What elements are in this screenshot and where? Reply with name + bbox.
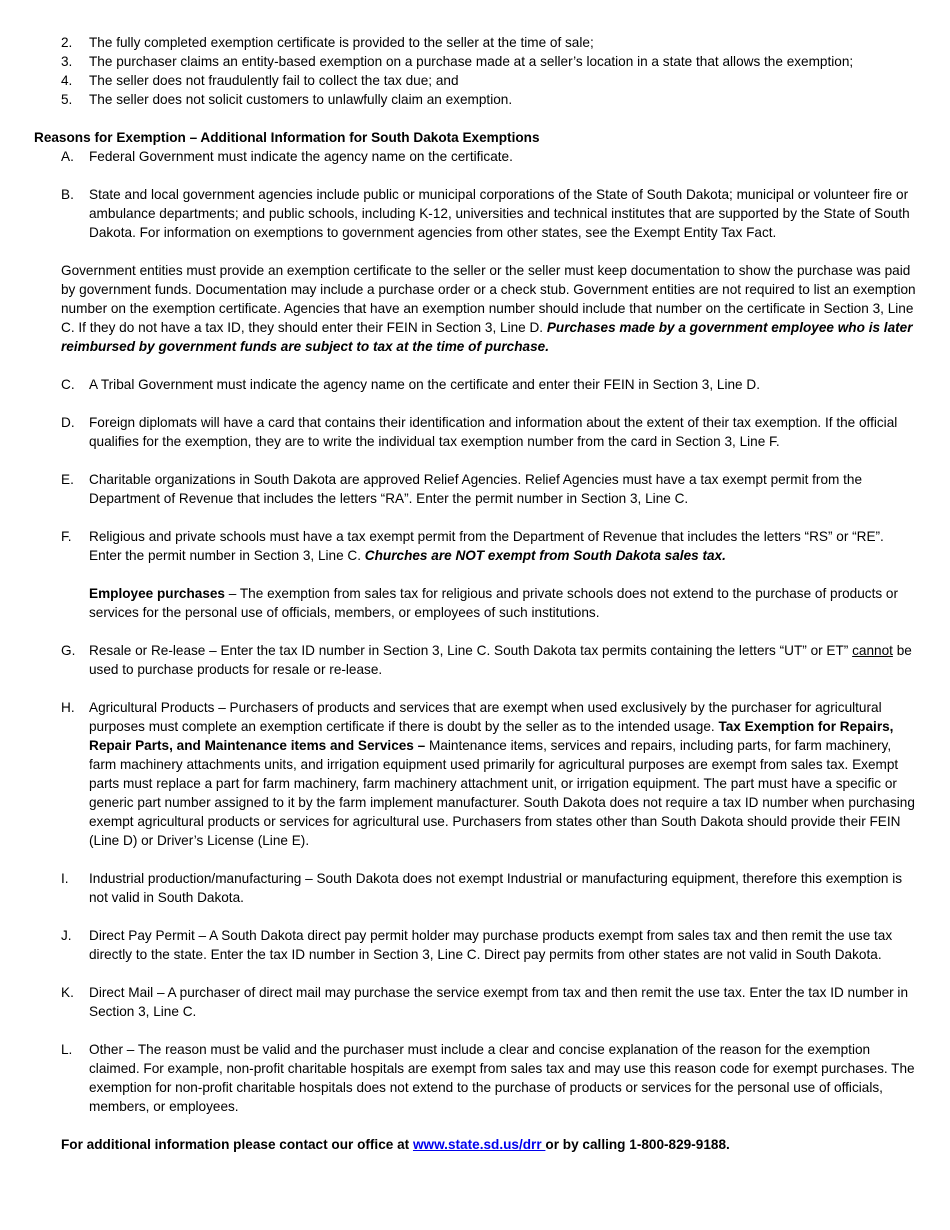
list-text: The seller does not fraudulently fail to collect the tax due; and: [89, 73, 459, 88]
government-paragraph: [61, 261, 921, 356]
reason-bold: Tax Exemption for Repairs, Repair Parts, and Maintenance items and Services –: [89, 719, 894, 753]
reason-letter: H.: [61, 700, 75, 715]
reason-letter: C.: [61, 377, 75, 392]
reason-text-after: be used to purchase products for resale or re-lease.: [89, 643, 912, 677]
paragraph-emphasis: Purchases made by a government employee who is later reimbursed by government funds are subject to tax at the time of purchase.: [61, 320, 913, 354]
reason-letter: I.: [61, 871, 69, 886]
reason-text: Foreign diplomats will have a card that contains their identification and information about the extent of their tax exemption. If the official qualifies for the exemption, they are to write the individual tax exemption number from the card in Section 3, Line F.: [89, 415, 898, 449]
reason-item-d: [0, 413, 950, 451]
reason-item-l: [0, 1040, 950, 1116]
reason-text-wrapper: [89, 527, 919, 565]
reason-text: Industrial production/manufacturing – South Dakota does not exempt Industrial or manufacturing equipment, therefore this exemption is not valid in South Dakota.: [89, 871, 903, 905]
reason-letter: D.: [61, 415, 75, 430]
contact-footer: [61, 1135, 950, 1154]
underlined-word: cannot: [852, 643, 893, 658]
website-link[interactable]: www.state.sd.us/drr: [412, 1137, 546, 1152]
list-number: 3.: [61, 54, 73, 69]
reason-item-c: [0, 375, 950, 394]
reason-text: Agricultural Products – Purchasers of products and services that are exempt when used exclusively by the purchaser for agricultural purposes must complete an exemption certificate if there is doubt by the seller as to the intended usage.: [89, 700, 882, 734]
reason-letter: J.: [61, 928, 72, 943]
reason-item-j: [0, 926, 950, 964]
reason-letter: L.: [61, 1042, 73, 1057]
list-text: The purchaser claims an entity-based exemption on a purchase made at a seller’s location in a state that allows the exemption;: [89, 54, 854, 69]
paragraph-text: Government entities must provide an exemption certificate to the seller or the seller must keep documentation to show the purchase was paid by government funds. Documentation may include a purchase order or a check stub. Government entities are not required to list an exemption number on the exemption certificate. Agencies that have an exemption number should include that number on the certificate in Section 3, Line C. If they do not have a tax ID, they should enter their FEIN in Section 3, Line D.: [61, 263, 916, 335]
reason-text: Direct Pay Permit – A South Dakota direct pay permit holder may purchase products exempt from sales tax and then remit the use tax directly to the state. Enter the tax ID number in Section 3, Line C. Direct pay permits from other states are not valid in South Dakota.: [89, 928, 893, 962]
reason-item-b: [0, 185, 950, 242]
reason-text: A Tribal Government must indicate the agency name on the certificate and enter their FEIN in Section 3, Line D.: [89, 377, 760, 392]
footer-suffix: or by calling 1-800-829-9188.: [545, 1137, 730, 1152]
reason-item-h: [0, 698, 950, 850]
reason-emphasis: Churches are NOT exempt from South Dakota sales tax.: [364, 548, 726, 563]
reason-text-after: Maintenance items, services and repairs, including parts, for farm machinery, farm machinery attachments units, and irrigation equipment used primarily for agricultural purposes are exempt from sales tax. Exempt parts must replace a part for farm machinery, farm machinery attachment unit, or irrigation equipment. The part must have a specific or generic part number assigned to it by the farm implement manufacturer. South Dakota does not require a tax ID number when purchasing exempt agricultural products or services for agricultural use. Purchasers from states other than South Dakota should provide their FEIN (Line D) or Driver’s License (Line E).: [89, 738, 915, 848]
reason-text-wrapper: [89, 698, 919, 850]
reason-text-wrapper: [89, 641, 919, 679]
reason-item-g: [0, 641, 950, 679]
reason-text: Resale or Re-lease – Enter the tax ID number in Section 3, Line C. South Dakota tax permits containing the letters “UT” or ET”: [89, 643, 853, 658]
reason-text: Federal Government must indicate the agency name on the certificate.: [89, 149, 513, 164]
list-item: [0, 90, 950, 109]
reason-letter: B.: [61, 187, 74, 202]
reason-text: Charitable organizations in South Dakota are approved Relief Agencies. Relief Agencies must have a tax exempt permit from the Department of Revenue that includes the letters “RA”. Enter the permit number in Section 3, Line C.: [89, 472, 862, 506]
list-item: [0, 52, 950, 71]
footer-prefix: For additional information please contact our office at: [61, 1137, 413, 1152]
reason-letter: E.: [61, 472, 74, 487]
reason-text: Other – The reason must be valid and the purchaser must include a clear and concise explanation of the reason for the exemption claimed. For example, non-profit charitable hospitals are exempt from sales tax and may use this reason code for exempt purchases. The exemption for non-profit charitable hospitals does not extend to the purchase of products or services for the personal use of officials, members, or employees.: [89, 1042, 915, 1114]
reason-item-i: [0, 869, 950, 907]
reason-letter: K.: [61, 985, 74, 1000]
reason-letter: G.: [61, 643, 76, 658]
list-text: The seller does not solicit customers to unlawfully claim an exemption.: [89, 92, 513, 107]
list-number: 2.: [61, 35, 73, 50]
list-item: [0, 71, 950, 90]
note-text: – The exemption from sales tax for religious and private schools does not extend to the purchase of products or services for the personal use of officials, members, or employees of such institutions.: [89, 586, 899, 620]
document-page: [0, 33, 950, 1154]
reason-letter: F.: [61, 529, 72, 544]
reason-item-f: [0, 527, 950, 565]
note-label: Employee purchases: [89, 586, 225, 601]
list-item: [0, 33, 950, 52]
reason-letter: A.: [61, 149, 74, 164]
reason-text: State and local government agencies include public or municipal corporations of the State of South Dakota; municipal or volunteer fire or ambulance departments; and public schools, including K-12, universities and technical institutes that are supported by the State of South Dakota. For information on exemptions to government agencies from other states, see the Exempt Entity Tax Fact.: [89, 187, 910, 240]
reason-text: Religious and private schools must have a tax exempt permit from the Department of Revenue that includes the letters “RS” or “RE”. Enter the permit number in Section 3, Line C.: [89, 529, 884, 563]
reason-text: Direct Mail – A purchaser of direct mail may purchase the service exempt from tax and then remit the use tax. Enter the tax ID number in Section 3, Line C.: [89, 985, 909, 1019]
list-number: 5.: [61, 92, 73, 107]
list-text: The fully completed exemption certificate is provided to the seller at the time of sale;: [89, 35, 594, 50]
list-number: 4.: [61, 73, 73, 88]
employee-purchases-note: [0, 584, 950, 622]
reason-item-e: [0, 470, 950, 508]
note-text-wrapper: [89, 584, 919, 622]
section-heading: Reasons for Exemption – Additional Information for South Dakota Exemptions: [34, 130, 540, 145]
reason-item-k: [0, 983, 950, 1021]
reason-item-a: [0, 147, 950, 166]
